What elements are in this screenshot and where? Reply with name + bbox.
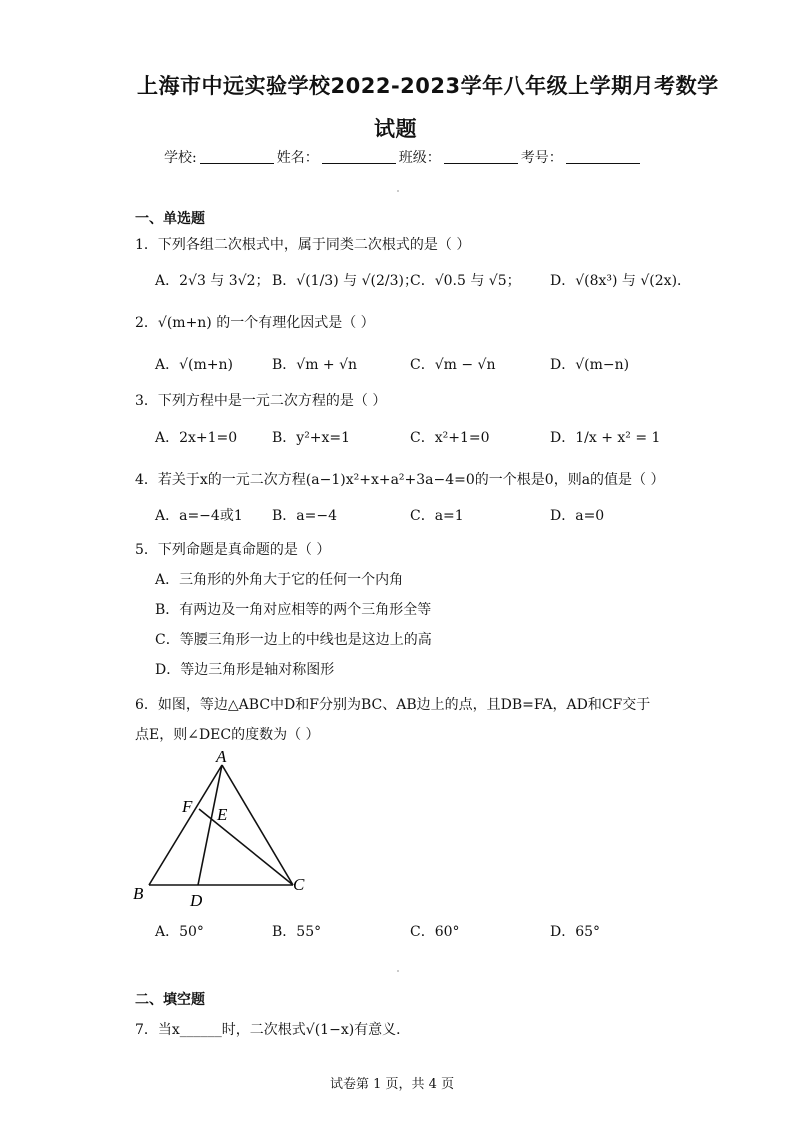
question-3-option-c[interactable]: C．x²+1=0 [410, 430, 490, 446]
label-e: E [217, 805, 228, 824]
segment-cf [199, 809, 293, 885]
section-heading-single-choice: 一、单选题 [135, 211, 205, 227]
question-5-option-b[interactable]: B．有两边及一角对应相等的两个三角形全等 [155, 602, 432, 618]
name-blank[interactable] [322, 149, 396, 164]
question-1-option-c[interactable]: C．√0.5 与 √5； [410, 273, 521, 289]
id-label: 考号： [520, 150, 563, 166]
question-6-option-d[interactable]: D．65° [550, 924, 601, 940]
question-5-option-c[interactable]: C．等腰三角形一边上的中线也是这边上的高 [155, 632, 432, 648]
page-dot [397, 190, 399, 192]
label-f: F [182, 797, 193, 816]
question-6-option-b[interactable]: B．55° [272, 924, 322, 940]
question-4-option-d[interactable]: D．a=0 [550, 508, 605, 524]
question-2-option-b[interactable]: B．√m + √n [272, 357, 358, 373]
label-c: C [293, 875, 305, 894]
question-3-option-d[interactable]: D．1/x + x² = 1 [550, 430, 661, 446]
question-5-option-d[interactable]: D．等边三角形是轴对称图形 [155, 662, 335, 678]
section-heading-fill-in: 二、填空题 [135, 992, 205, 1008]
id-blank[interactable] [566, 149, 640, 164]
label-a: A [216, 748, 227, 766]
question-1-option-b[interactable]: B．√(1/3) 与 √(2/3)； [272, 273, 418, 289]
triangle-figure [130, 748, 320, 918]
question-4-option-c[interactable]: C．a=1 [410, 508, 464, 524]
page-dot [397, 970, 399, 972]
question-2-stem: 2．√(m+n) 的一个有理化因式是（ ） [135, 315, 375, 331]
question-6-option-c[interactable]: C．60° [410, 924, 460, 940]
page-title: 上海市中远实验学校2022-2023学年八年级上学期月考数学 [137, 74, 719, 98]
page-footer: 试卷第 1 页，共 4 页 [330, 1077, 455, 1092]
question-4-option-a[interactable]: A．a=−4或1 [155, 508, 243, 524]
question-1-stem: 1．下列各组二次根式中，属于同类二次根式的是（ ） [135, 237, 471, 253]
school-label: 学校: [164, 150, 197, 166]
question-4-option-b[interactable]: B．a=−4 [272, 508, 338, 524]
class-label: 班级： [398, 150, 441, 166]
question-3-option-b[interactable]: B．y²+x=1 [272, 430, 351, 446]
question-1-option-d[interactable]: D．√(8x³) 与 √(2x)． [550, 273, 692, 289]
question-2-option-c[interactable]: C．√m − √n [410, 357, 496, 373]
question-3-option-a[interactable]: A．2x+1=0 [155, 430, 238, 446]
question-3-stem: 3．下列方程中是一元二次方程的是（ ） [135, 393, 387, 409]
question-7-stem: 7．当x______时，二次根式√(1−x)有意义． [135, 1022, 411, 1038]
question-4-stem: 4．若关于x的一元二次方程(a−1)x²+x+a²+3a−4=0的一个根是0，则a的值是（ ） [135, 472, 665, 488]
class-blank[interactable] [444, 149, 518, 164]
question-1-option-a[interactable]: A．2√3 与 3√2； [155, 273, 270, 289]
question-2-option-a[interactable]: A．√(m+n) [155, 357, 233, 373]
question-6-option-a[interactable]: A．50° [155, 924, 204, 940]
question-2-option-d[interactable]: D．√(m−n) [550, 357, 630, 373]
side-ac [222, 765, 293, 885]
label-b: B [133, 884, 144, 903]
question-6-stem-line1: 6．如图，等边△ABC中D和F分别为BC、AB边上的点，且DB=FA，AD和CF交于 [135, 697, 651, 713]
side-ab [149, 765, 222, 885]
question-5-option-a[interactable]: A．三角形的外角大于它的任何一个内角 [155, 572, 404, 588]
question-6-stem-line2: 点E，则∠DEC的度数为（ ） [135, 727, 320, 743]
name-label: 姓名： [276, 150, 319, 166]
school-blank[interactable] [200, 149, 274, 164]
label-d: D [190, 891, 203, 910]
question-5-stem: 5．下列命题是真命题的是（ ） [135, 542, 331, 558]
page-title-line2: 试题 [374, 117, 417, 141]
student-info-line [164, 147, 643, 167]
